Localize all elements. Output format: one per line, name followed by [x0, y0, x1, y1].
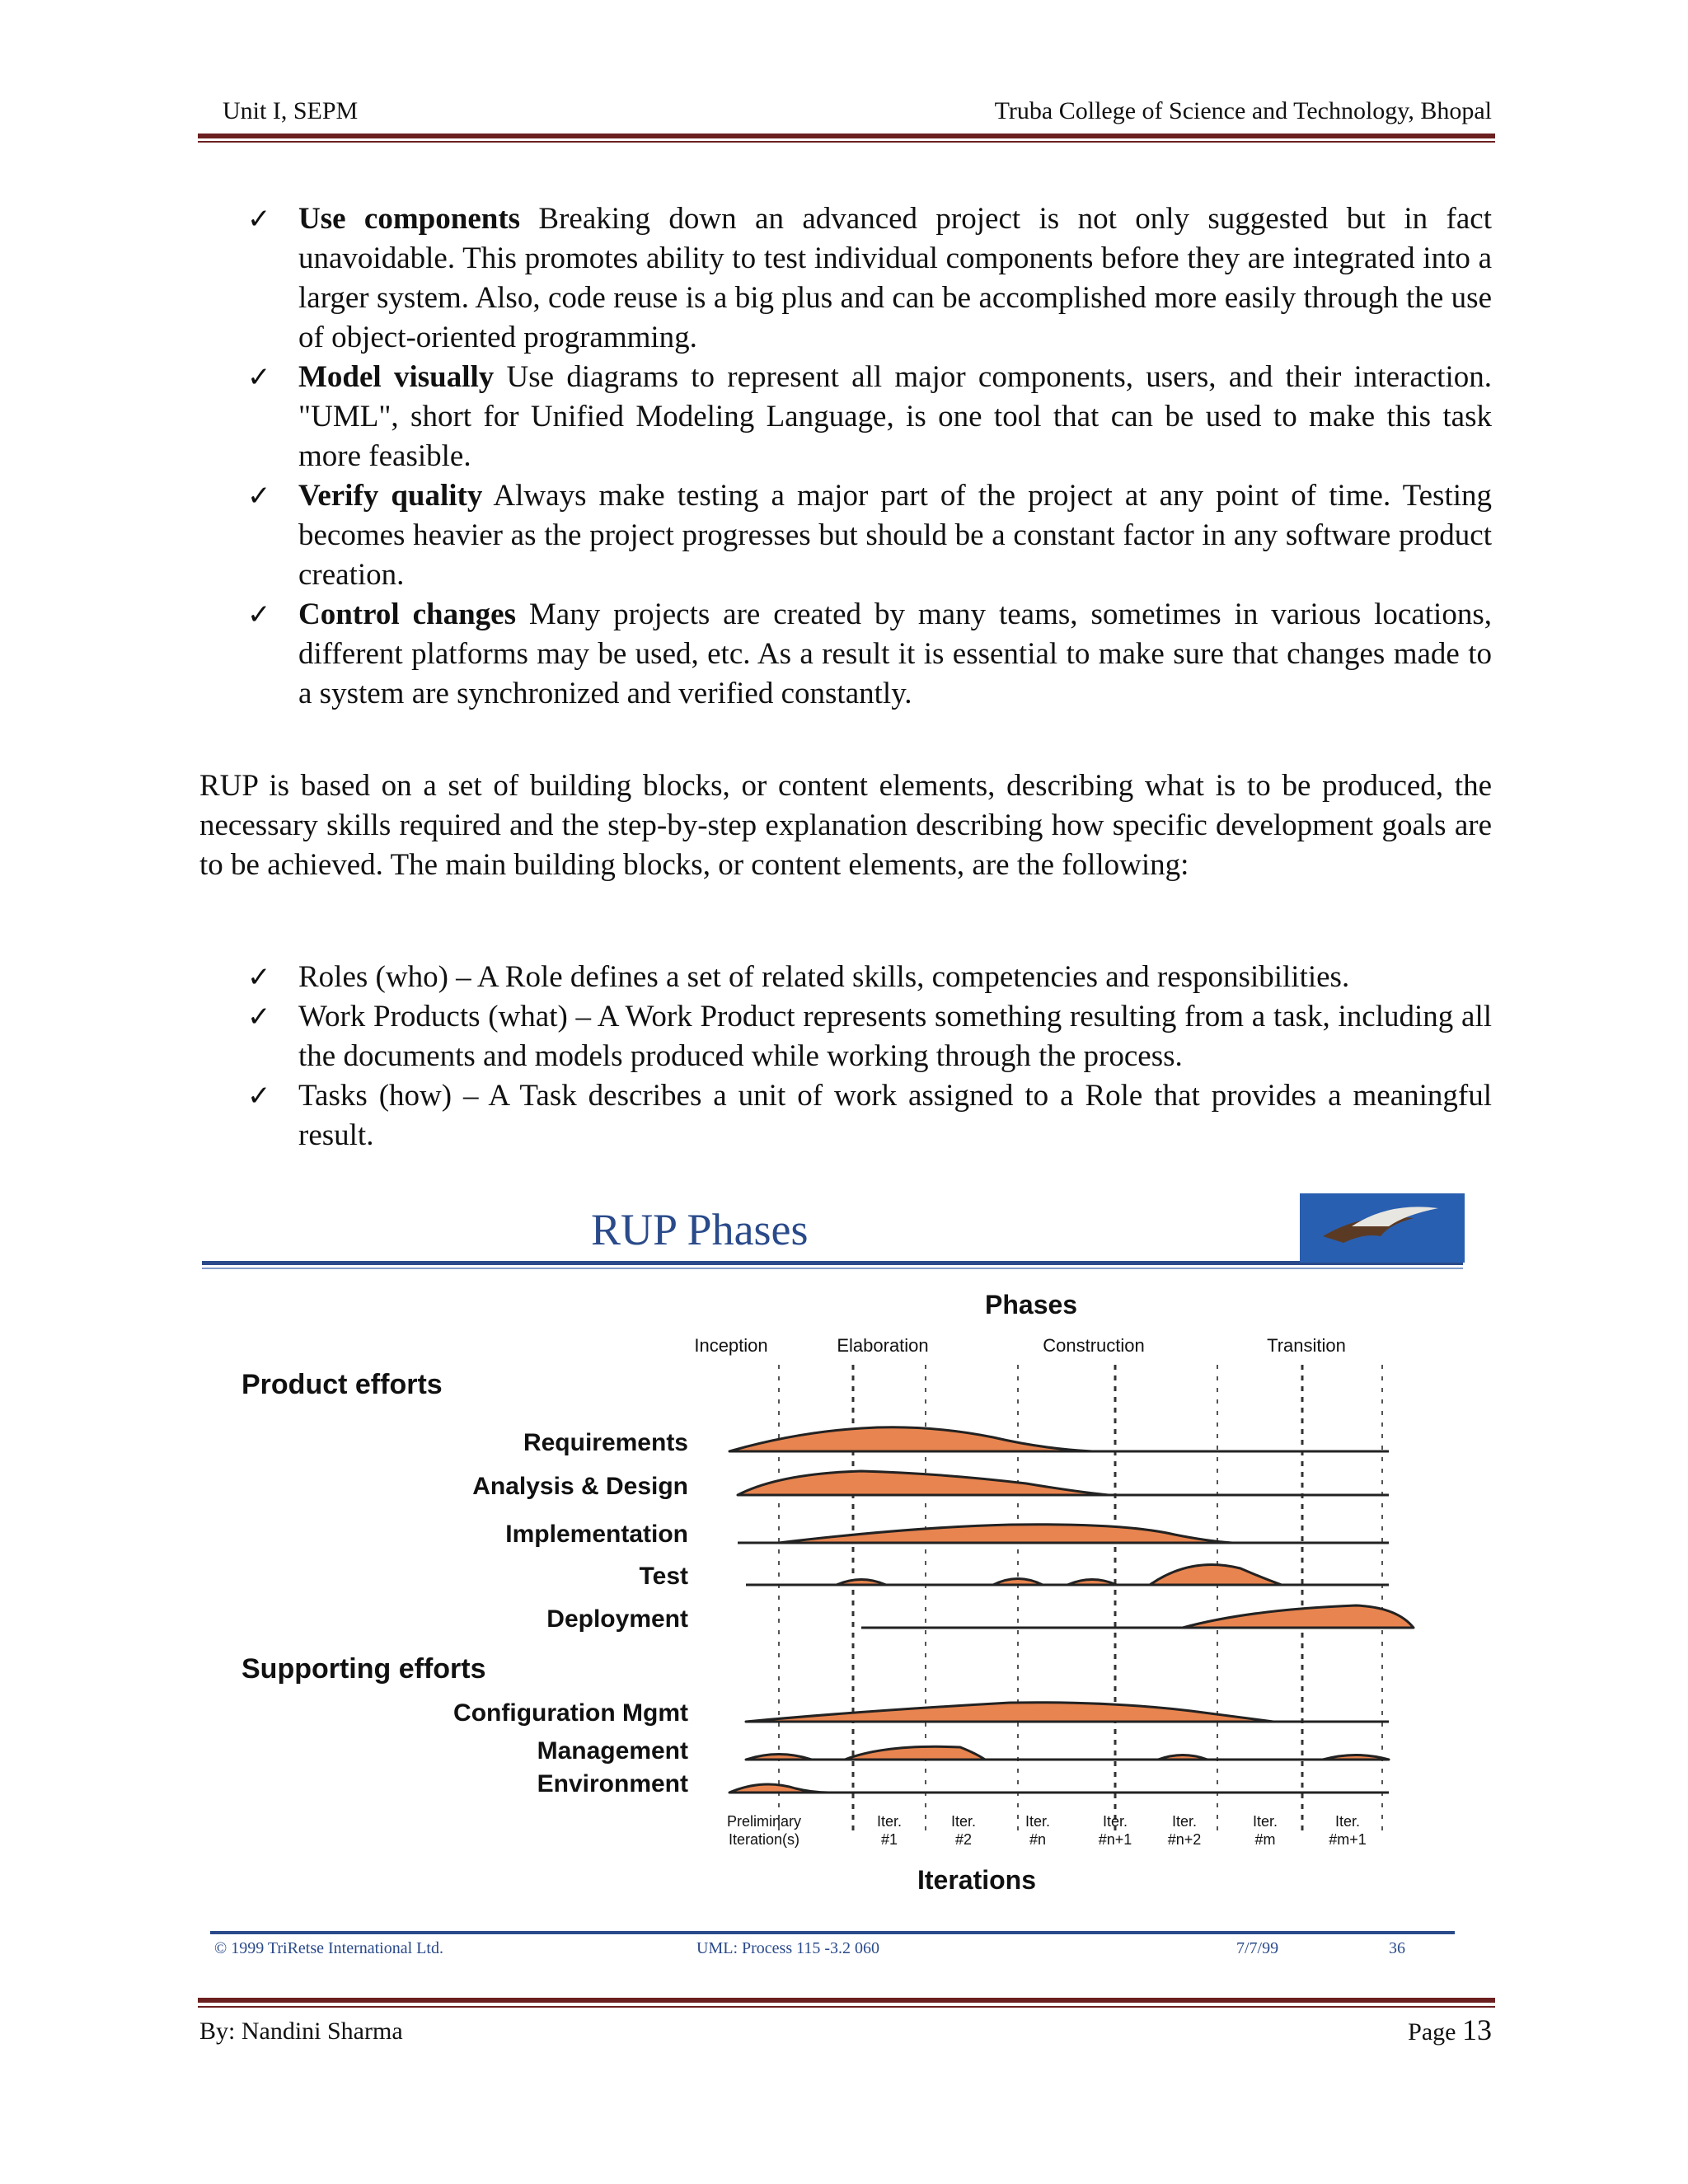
phase-label: Elaboration — [837, 1335, 929, 1356]
title-rule-thin — [202, 1268, 1463, 1269]
iteration-label: Iter. — [876, 1813, 903, 1830]
logo-icon — [1300, 1193, 1465, 1263]
list-item — [247, 199, 1492, 358]
checkmark-icon: ✓ — [247, 361, 271, 394]
header-left: Unit I, SEPM — [223, 97, 359, 124]
workflow-test — [1150, 1565, 1282, 1586]
figure-page: 36 — [1389, 1939, 1405, 1957]
iteration-label: #m+1 — [1329, 1831, 1367, 1848]
row-label: Analysis & Design — [472, 1473, 688, 1500]
practice-text: Use diagrams to represent all major components, users, and their interaction. "UML", short for Unified Modeling Language, is one tool that can be used to make this task more feasible. — [298, 360, 1492, 473]
figure-date: 7/7/99 — [1236, 1939, 1279, 1957]
product-efforts-heading: Product efforts — [241, 1369, 443, 1400]
practice-text: Breaking down an advanced project is not only suggested but in fact unavoidable. This promotes ability to test individual components before they are integrated into a larger system. Also, code reuse is a big plus and can be accomplished more easily through the use of object-oriented programming. — [298, 202, 1492, 354]
workflow-implementation — [779, 1525, 1232, 1543]
workflow-analysis-design — [738, 1471, 1109, 1495]
footer-rule — [198, 1998, 1495, 2003]
row-label: Requirements — [523, 1429, 688, 1456]
row-label: Configuration Mgmt — [453, 1699, 688, 1727]
row-label: Test — [639, 1563, 688, 1590]
row-label: Management — [537, 1737, 688, 1765]
row-label: Environment — [537, 1770, 688, 1797]
footer-page — [1408, 2013, 1492, 2047]
iteration-label: Preliminary — [726, 1813, 802, 1830]
block-text: Work Products (what) – A Work Product represents something resulting from a task, including all the documents and models produced while working through the process. — [298, 1000, 1492, 1073]
practice-text: Always make testing a major part of the project at any point of time. Testing becomes heavier as the project progresses but should be a constant factor in any software product creation. — [298, 479, 1493, 592]
figure-footer-rule — [210, 1931, 1455, 1934]
workflow-requirements — [729, 1427, 1092, 1451]
list-item — [247, 997, 1492, 1076]
footer-author: By: Nandini Sharma — [199, 2018, 403, 2045]
intro-paragraph: RUP is based on a set of building blocks, or content elements, describing what is to be produced, the necessary skills required and the step-by-step explanation describing how specific development goals are to be achieved. The main building blocks, or content elements, are the following: — [199, 769, 1492, 882]
practice-term: Verify quality — [298, 479, 483, 513]
checkmark-icon: ✓ — [247, 961, 271, 994]
block-text: Roles (who) – A Role defines a set of related skills, competencies and responsibilities. — [298, 960, 1350, 994]
supporting-efforts-heading: Supporting efforts — [241, 1653, 486, 1685]
iterations-heading: Iterations — [917, 1865, 1037, 1895]
phase-label: Construction — [1043, 1335, 1145, 1356]
figure-title: RUP Phases — [591, 1205, 809, 1254]
rup-phases-figure — [202, 1193, 1465, 1976]
checkmark-icon: ✓ — [247, 203, 271, 236]
practice-term: Use components — [298, 202, 521, 236]
checkmark-icon: ✓ — [247, 480, 271, 513]
building-blocks-list — [247, 958, 1492, 1155]
iteration-label: #n+2 — [1167, 1831, 1202, 1848]
phases-heading: Phases — [985, 1290, 1078, 1319]
workflow-management — [845, 1746, 985, 1760]
iteration-label: #m — [1254, 1831, 1276, 1848]
practices-list — [247, 199, 1492, 714]
practice-term: Model visually — [298, 360, 495, 394]
list-item — [247, 476, 1492, 595]
workflow-configuration — [746, 1703, 1273, 1722]
iteration-label: #n — [1029, 1831, 1047, 1848]
iteration-label: Iter. — [1025, 1813, 1051, 1830]
title-rule — [202, 1261, 1463, 1265]
block-text: Tasks (how) – A Task describes a unit of work assigned to a Role that provides a meaningful result. — [298, 1079, 1492, 1152]
iteration-label: Iter. — [950, 1813, 977, 1830]
page-label: Page — [1408, 2018, 1462, 2046]
list-item — [247, 358, 1492, 476]
row-label: Deployment — [546, 1605, 688, 1633]
footer-rule-thin — [198, 2006, 1495, 2008]
iteration-label: #n+1 — [1098, 1831, 1132, 1848]
checkmark-icon: ✓ — [247, 1080, 271, 1113]
checkmark-icon: ✓ — [247, 598, 271, 631]
header-rule-thin — [198, 141, 1495, 143]
practice-text: Many projects are created by many teams, sometimes in various locations, different platforms may be used, etc. As a result it is essential to make sure that changes made to a system are synchronized and verified constantly. — [298, 598, 1492, 710]
row-label: Implementation — [505, 1521, 688, 1548]
checkmark-icon: ✓ — [247, 1001, 271, 1033]
rup-phases-diagram — [202, 1193, 1465, 1976]
list-item — [247, 595, 1492, 714]
header-rule — [198, 134, 1495, 138]
page-header — [223, 97, 1492, 130]
iteration-label: Iter. — [1171, 1813, 1198, 1830]
phase-label: Transition — [1267, 1335, 1346, 1356]
header-right: Truba College of Science and Technology, Bhopal — [994, 97, 1492, 124]
list-item — [247, 958, 1492, 997]
iteration-label: Iter. — [1334, 1813, 1361, 1830]
list-item — [247, 1076, 1492, 1155]
iteration-label: #1 — [880, 1831, 898, 1848]
iteration-label: Iteration(s) — [728, 1831, 800, 1848]
phase-label: Inception — [694, 1335, 768, 1356]
iteration-label: Iter. — [1102, 1813, 1128, 1830]
figure-copyright: © 1999 TriRetse International Ltd. — [214, 1939, 443, 1957]
iteration-label: #2 — [954, 1831, 973, 1848]
practice-term: Control changes — [298, 598, 516, 631]
figure-course: UML: Process 115 -3.2 060 — [696, 1939, 880, 1957]
iteration-label: Iter. — [1252, 1813, 1278, 1830]
page-number: 13 — [1462, 2013, 1492, 2046]
